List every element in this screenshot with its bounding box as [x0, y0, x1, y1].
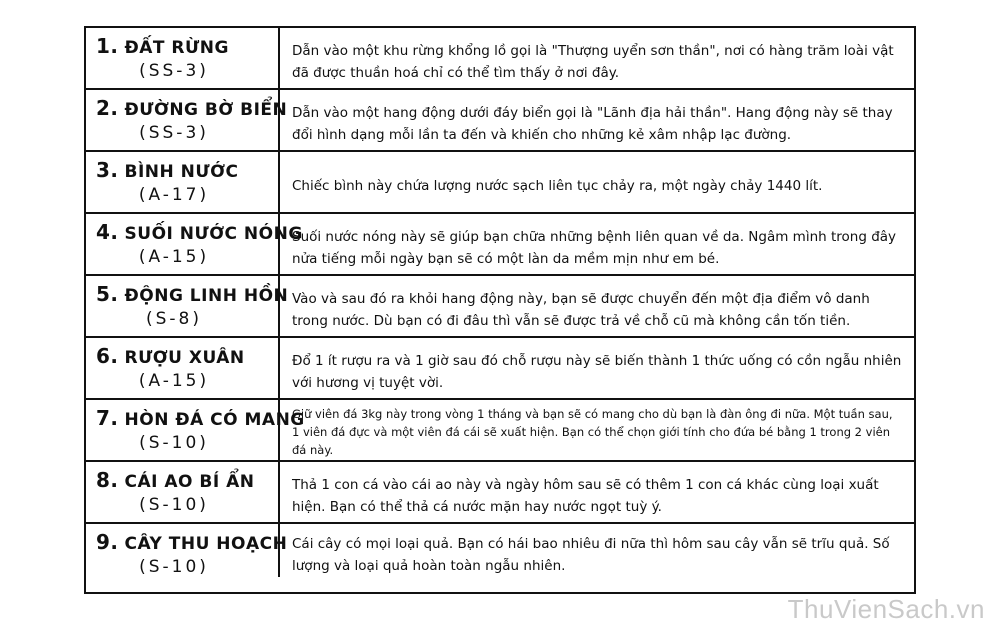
item-code: (A-17)	[138, 185, 210, 205]
item-name-cell	[86, 152, 280, 212]
item-name-cell	[86, 90, 288, 150]
table-row	[86, 90, 914, 152]
item-number: 5.	[96, 282, 119, 306]
table-row	[86, 400, 914, 462]
item-code: (A-15)	[138, 247, 210, 267]
item-name: HÒN ĐÁ CÓ MANG	[124, 410, 305, 430]
item-name: BÌNH NƯỚC	[124, 162, 239, 182]
item-name-cell	[86, 400, 305, 460]
item-title	[96, 530, 288, 554]
item-name: CÂY THU HOẠCH	[124, 534, 288, 554]
item-title	[96, 96, 288, 120]
item-title	[96, 220, 303, 244]
item-name: ĐỘNG LINH HỒN	[124, 286, 289, 306]
item-name-cell	[86, 276, 289, 336]
item-description: Đổ 1 ít rượu ra và 1 giờ sau đó chỗ rượu này sẽ biến thành 1 thức uống có cồn ngẫu nhiên với hương vị tuyệt vời.	[292, 353, 902, 391]
item-description: Cái cây có mọi loại quả. Bạn có hái bao nhiêu đi nữa thì hôm sau cây vẫn sẽ trĩu quả. Số lượng và loại quả hoàn toàn ngẫu nhiên.	[292, 535, 890, 574]
item-number: 7.	[96, 406, 119, 430]
table-row	[86, 276, 914, 338]
item-description: Thả 1 con cá vào cái ao này và ngày hôm sau sẽ có thêm 1 con cá khác cùng loại xuất hiện. Bạn có thể thả cá nước mặn hay nước ngọt tuỳ ý.	[292, 477, 879, 515]
table-row	[86, 152, 914, 214]
item-name: CÁI AO BÍ ẨN	[124, 472, 255, 492]
item-name-cell	[86, 28, 280, 88]
item-name-cell	[86, 214, 303, 274]
table-row	[86, 338, 914, 400]
item-code: (S-8)	[145, 309, 202, 329]
watermark: ThuVienSach.vn	[787, 594, 985, 624]
table-row	[86, 462, 914, 524]
item-title	[96, 282, 289, 306]
item-description: Chiếc bình này chứa lượng nước sạch liên tục chảy ra, một ngày chảy 1440 lít.	[292, 178, 823, 194]
items-table	[84, 26, 916, 594]
item-name: ĐẤT RỪNG	[124, 38, 229, 58]
item-name: SUỐI NƯỚC NÓNG	[124, 224, 303, 244]
item-title	[96, 34, 272, 58]
item-number: 6.	[96, 344, 119, 368]
item-title	[96, 406, 305, 430]
item-name-cell	[86, 462, 280, 522]
item-description: Dẫn vào một hang động dưới đáy biển gọi là "Lãnh địa hải thần". Hang động này sẽ thay đổi hình dạng mỗi lần ta đến và khiến cho những kẻ xâm nhập lạc đường.	[292, 105, 893, 143]
item-code: (SS-3)	[139, 123, 209, 143]
item-description: Suối nước nóng này sẽ giúp bạn chữa những bệnh liên quan về da. Ngâm mình trong đây nửa tiếng mỗi ngày bạn sẽ có một làn da mềm mịn như em bé.	[292, 229, 897, 267]
table-row	[86, 28, 914, 90]
item-code: (S-10)	[139, 557, 209, 577]
item-number: 9.	[96, 530, 119, 554]
table-row	[86, 524, 914, 577]
item-description: Vào và sau đó ra khỏi hang động này, bạn sẽ được chuyển đến một địa điểm vô danh trong nước. Dù bạn có đi đâu thì vẫn sẽ được trả về chỗ cũ mà không cần tốn tiền.	[292, 291, 870, 329]
item-number: 1.	[96, 34, 119, 58]
item-description: Giữ viên đá 3kg này trong vòng 1 tháng và bạn sẽ có mang cho dù bạn là đàn ông đi nữa. Một tuần sau, 1 viên đá đực và một viên đá cái sẽ xuất hiện. Bạn có thể chọn giới tính cho đứa bé bằng 1 trong 2 viên đá này.	[292, 407, 893, 457]
item-title	[96, 344, 272, 368]
item-number: 8.	[96, 468, 119, 492]
item-number: 2.	[96, 96, 119, 120]
item-name-cell	[86, 524, 288, 577]
item-name: ĐƯỜNG BỜ BIỂN	[124, 100, 288, 120]
item-name-cell	[86, 338, 280, 398]
item-name: RƯỢU XUÂN	[124, 348, 245, 368]
item-code: (S-10)	[139, 433, 209, 453]
item-code: (A-15)	[138, 371, 210, 391]
item-title	[96, 158, 272, 182]
item-code: (S-10)	[139, 495, 209, 515]
item-code: (SS-3)	[139, 61, 209, 81]
item-number: 3.	[96, 158, 119, 182]
table-row	[86, 214, 914, 276]
item-number: 4.	[96, 220, 119, 244]
item-description: Dẫn vào một khu rừng khổng lồ gọi là "Thượng uyển sơn thần", nơi có hàng trăm loài vật đã được thuần hoá chỉ có thể tìm thấy ở nơi đây.	[292, 43, 894, 81]
item-title	[96, 468, 272, 492]
